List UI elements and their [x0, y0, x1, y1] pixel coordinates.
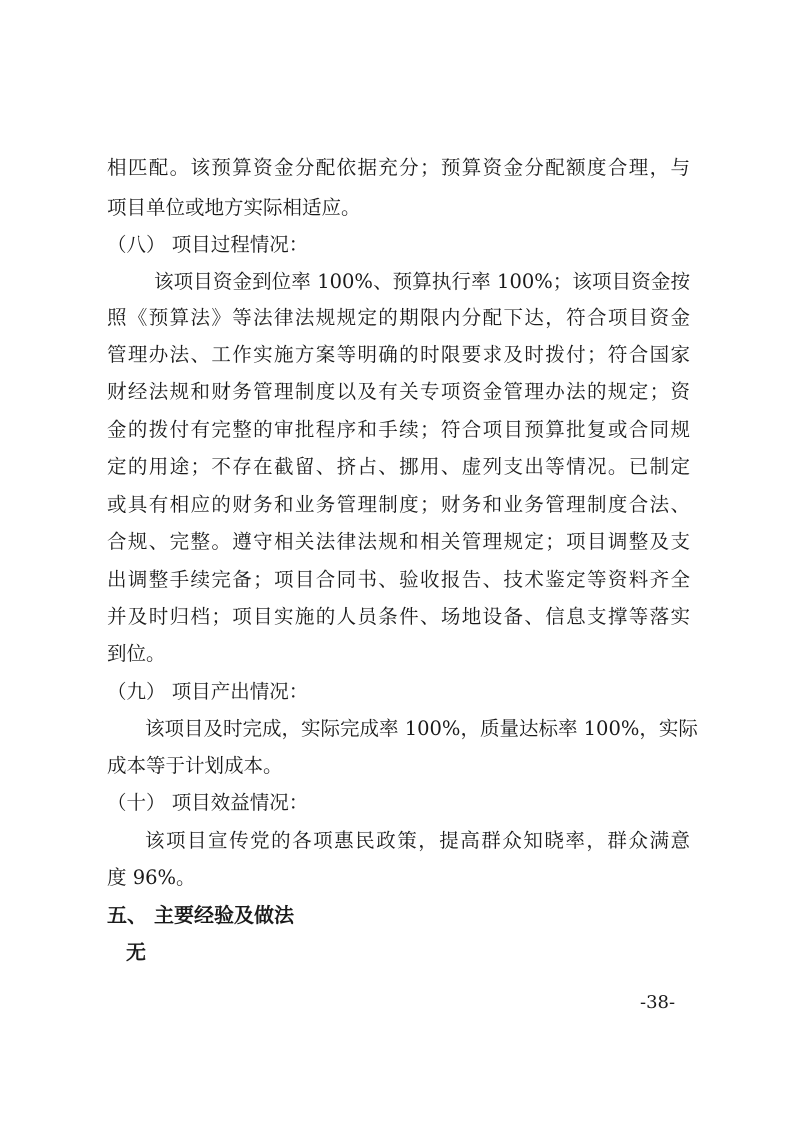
paragraph-line: 合规、完整。遵守相关法律法规和相关管理规定；项目调整及支	[107, 530, 690, 553]
section-heading-10: （十） 项目效益情况：	[107, 791, 309, 814]
paragraph-line: 到位。	[107, 642, 166, 665]
section-heading-8: （八） 项目过程情况：	[107, 233, 309, 256]
paragraph-line: 管理办法、工作实施方案等明确的时限要求及时拨付；符合国家	[107, 343, 690, 366]
section-heading-9: （九） 项目产出情况：	[107, 680, 309, 703]
paragraph-line: 该项目及时完成，实际完成率 100%，质量达标率 100%，实际	[145, 717, 698, 740]
page-number: -38-	[640, 992, 676, 1013]
paragraph-line: 照《预算法》等法律法规规定的期限内分配下达，符合项目资金	[107, 306, 690, 329]
paragraph-line: 成本等于计划成本。	[107, 754, 283, 777]
paragraph-line: 相匹配。该预算资金分配依据充分；预算资金分配额度合理，与	[107, 156, 690, 179]
paragraph-line: 项目单位或地方实际相适应。	[107, 196, 361, 219]
section-heading-5: 五、 主要经验及做法	[107, 903, 294, 927]
paragraph-line: 或具有相应的财务和业务管理制度；财务和业务管理制度合法、	[107, 493, 690, 516]
paragraph-line: 财经法规和财务管理制度以及有关专项资金管理办法的规定；资	[107, 380, 690, 403]
paragraph-line: 金的拨付有完整的审批程序和手续；符合项目预算批复或合同规	[107, 418, 690, 441]
section-content: 无	[126, 940, 146, 964]
paragraph-line: 并及时归档；项目实施的人员条件、场地设备、信息支撑等落实	[107, 605, 690, 628]
paragraph-line: 度 96%。	[107, 866, 196, 889]
paragraph-line: 该项目资金到位率 100%、预算执行率 100%；该项目资金按	[154, 270, 690, 293]
paragraph-line: 定的用途；不存在截留、挤占、挪用、虚列支出等情况。已制定	[107, 455, 690, 478]
paragraph-line: 出调整手续完备；项目合同书、验收报告、技术鉴定等资料齐全	[107, 568, 690, 591]
paragraph-line: 该项目宣传党的各项惠民政策，提高群众知晓率，群众满意	[145, 829, 690, 852]
